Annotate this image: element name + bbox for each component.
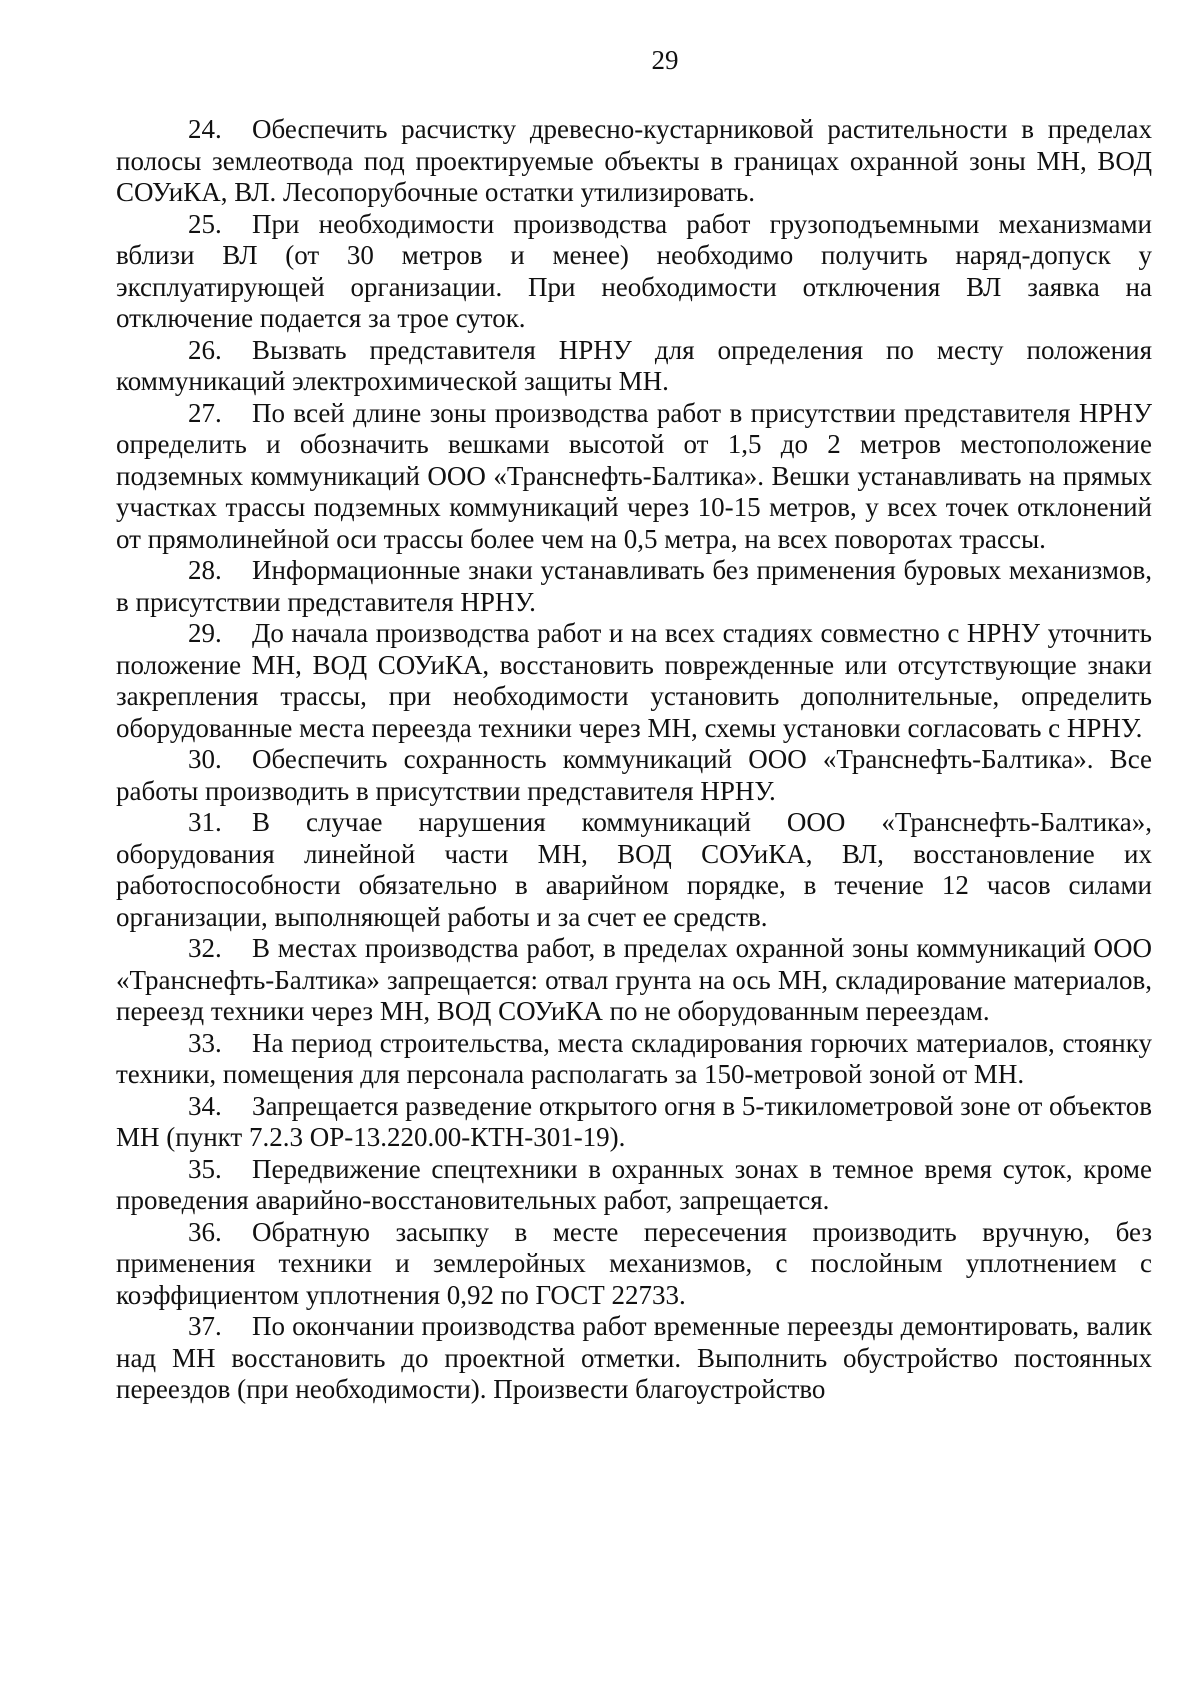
paragraph-37 xyxy=(116,1311,1152,1406)
paragraph-number: 30. xyxy=(188,744,222,774)
paragraph-28 xyxy=(116,555,1152,618)
paragraph-text: Обратную засыпку в месте пересечения производить вручную, без применения техники и землеройных механизмов, с послойным уплотнением с коэффициентом уплотнения 0,92 по ГОСТ 22733. xyxy=(116,1216,1152,1310)
paragraph-number: 32. xyxy=(188,933,222,963)
paragraph-number: 37. xyxy=(188,1311,222,1341)
paragraph-30 xyxy=(116,744,1152,807)
paragraph-text: На период строительства, места складирования горючих материалов, стоянку техники, помещения для персонала располагать за 150-метровой зоной от МН. xyxy=(116,1027,1152,1089)
paragraph-number: 28. xyxy=(188,555,222,585)
paragraph-text: Обеспечить сохранность коммуникаций ООО «Транснефть-Балтика». Все работы производить в присутствии представителя НРНУ. xyxy=(116,744,1152,806)
document-body xyxy=(116,114,1152,1406)
paragraph-number: 33. xyxy=(188,1027,222,1058)
paragraph-26 xyxy=(116,335,1152,398)
paragraph-text: Обеспечить расчистку древесно-кустарниковой растительности в пределах полосы землеотвода под проектируемые объекты в границах охранной зоны МН, ВОД СОУиКА, ВЛ. Лесопорубочные остатки утилизировать. xyxy=(116,114,1152,207)
paragraph-text: До начала производства работ и на всех стадиях совместно с НРНУ уточнить положение МН, ВОД СОУиКА, восстановить поврежденные или отсутствующие знаки закрепления трассы, при необходимости установить дополнительные, определить оборудованные места переезда техники через МН, схемы установки согласовать с НРНУ. xyxy=(116,618,1152,743)
paragraph-number: 27. xyxy=(188,397,222,428)
paragraph-27 xyxy=(116,398,1152,556)
paragraph-text: По окончании производства работ временные переезды демонтировать, валик над МН восстановить до проектной отметки. Выполнить обустройство постоянных переездов (при необходимости). Произвести благоустройство xyxy=(116,1311,1152,1404)
paragraph-number: 34. xyxy=(188,1090,222,1121)
paragraph-number: 24. xyxy=(188,114,222,144)
paragraph-text: По всей длине зоны производства работ в присутствии представителя НРНУ определить и обозначить вешками высотой от 1,5 до 2 метров местоположение подземных коммуникаций ООО «Транснефть-Балтика». Вешки устанавливать на прямых участках трассы подземных коммуникаций через 10-15 метров, у всех точек отклонений от прямолинейной оси трассы более чем на 0,5 метра, на всех поворотах трассы. xyxy=(116,397,1152,554)
paragraph-number: 35. xyxy=(188,1153,222,1184)
paragraph-text: При необходимости производства работ грузоподъемными механизмами вблизи ВЛ (от 30 метров и менее) необходимо получить наряд-допуск у эксплуатирующей организации. При необходимости отключения ВЛ заявка на отключение подается за трое суток. xyxy=(116,208,1152,333)
paragraph-29 xyxy=(116,618,1152,744)
paragraph-text: В местах производства работ, в пределах охранной зоны коммуникаций ООО «Транснефть-Балтика» запрещается: отвал грунта на ось МН, складирование материалов, переезд техники через МН, ВОД СОУиКА по не оборудованным переездам. xyxy=(116,933,1152,1026)
paragraph-number: 36. xyxy=(188,1216,222,1247)
paragraph-number: 26. xyxy=(188,334,222,365)
paragraph-text: В случае нарушения коммуникаций ООО «Транснефть-Балтика», оборудования линейной части МН, ВОД СОУиКА, ВЛ, восстановление их работоспособности обязательно в аварийном порядке, в течение 12 часов силами организации, выполняющей работы и за счет ее средств. xyxy=(116,807,1152,932)
paragraph-34 xyxy=(116,1091,1152,1154)
page-number: 29 xyxy=(651,45,679,75)
paragraph-33 xyxy=(116,1028,1152,1091)
paragraph-32 xyxy=(116,933,1152,1028)
paragraph-31 xyxy=(116,807,1152,933)
paragraph-number: 29. xyxy=(188,618,222,648)
paragraph-36 xyxy=(116,1217,1152,1312)
paragraph-25 xyxy=(116,209,1152,335)
paragraph-text: Запрещается разведение открытого огня в 5-тикилометровой зоне от объектов МН (пункт 7.2.3 ОР-13.220.00-КТН-301-19). xyxy=(116,1090,1152,1152)
paragraph-number: 25. xyxy=(188,208,222,239)
paragraph-number: 31. xyxy=(188,807,222,837)
paragraph-35 xyxy=(116,1154,1152,1217)
paragraph-24 xyxy=(116,114,1152,209)
paragraph-text: Вызвать представителя НРНУ для определения по месту положения коммуникаций электрохимической защиты МН. xyxy=(116,334,1152,396)
paragraph-text: Информационные знаки устанавливать без применения буровых механизмов, в присутствии представителя НРНУ. xyxy=(116,555,1152,617)
paragraph-text: Передвижение спецтехники в охранных зонах в темное время суток, кроме проведения аварийно-восстановительных работ, запрещается. xyxy=(116,1153,1152,1215)
